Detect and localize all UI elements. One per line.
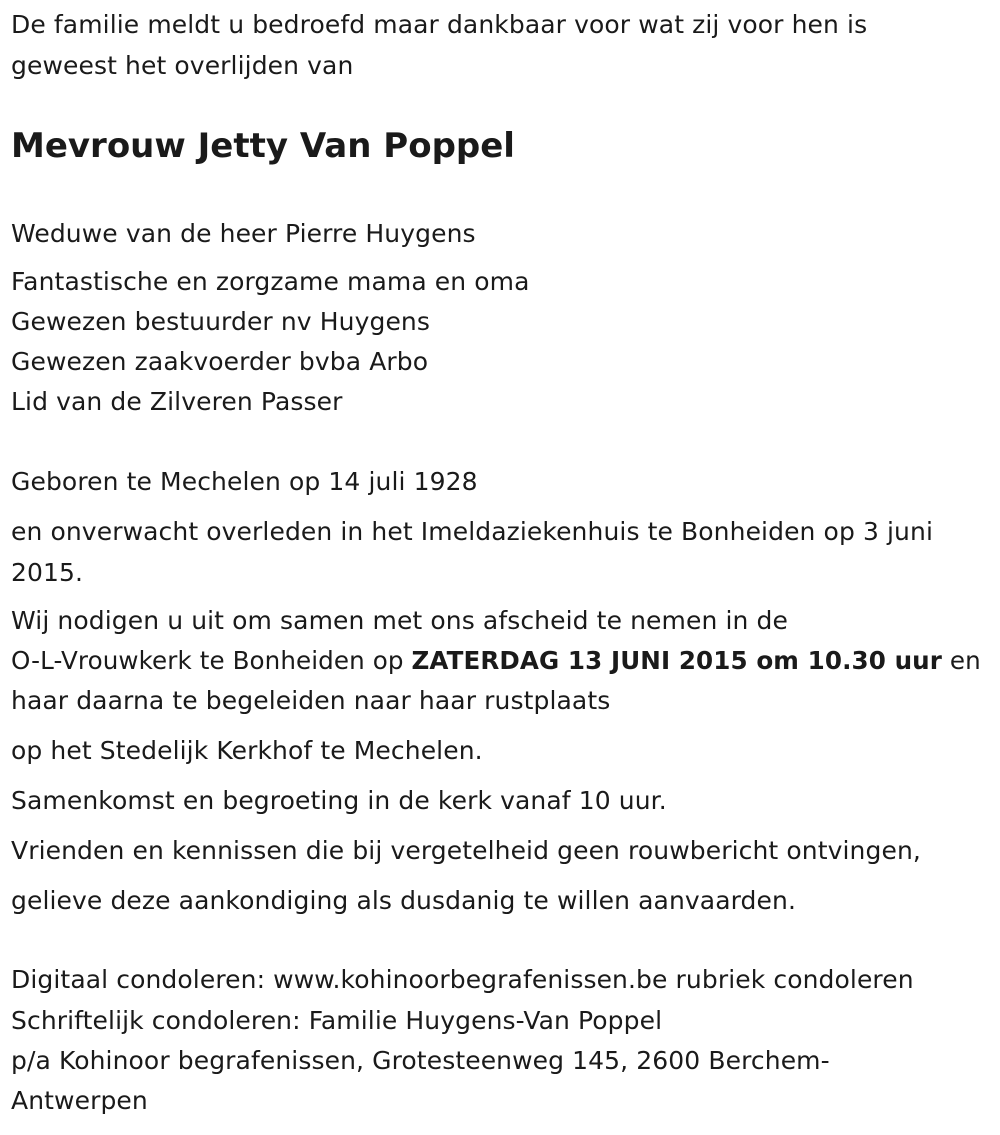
ceremony-line-7: gelieve deze aankondiging als dusdanig te willen aanvaarden. [11,886,797,915]
role-line: Fantastische en zorgzame mama en oma [11,267,530,296]
ceremony-line-4: op het Stedelijk Kerkhof te Mechelen. [11,736,483,765]
intro-line-1: De familie meldt u bedroefd maar dankbaar voor wat zij voor hen is [11,10,868,39]
role-line: Gewezen bestuurder nv Huygens [11,307,431,336]
condolences-digital: Digitaal condoleren: www.kohinoorbegrafenissen.be rubriek condoleren [11,965,914,994]
condolences-address-2: Antwerpen [11,1086,148,1115]
ceremony-line-6: Vrienden en kennissen die bij vergetelheid geen rouwbericht ontvingen, [11,836,921,865]
role-line: Gewezen zaakvoerder bvba Arbo [11,347,429,376]
role-line: Lid van de Zilveren Passer [11,387,343,416]
intro-line-2: geweest het overlijden van [11,51,354,80]
born-line: Geboren te Mechelen op 14 juli 1928 [11,467,478,496]
died-line-1: en onverwacht overleden in het Imeldaziekenhuis te Bonheiden op 3 juni [11,517,933,546]
deceased-name: Mevrouw Jetty Van Poppel [11,126,515,166]
ceremony-church: O-L-Vrouwkerk te Bonheiden op [11,646,412,675]
widow-line: Weduwe van de heer Pierre Huygens [11,219,476,248]
died-line-2: 2015. [11,558,84,587]
ceremony-line-5: Samenkomst en begroeting in de kerk vanaf 10 uur. [11,786,667,815]
ceremony-datetime: ZATERDAG 13 JUNI 2015 om 10.30 uur [411,646,942,675]
ceremony-line-1: Wij nodigen u uit om samen met ons afscheid te nemen in de [11,606,788,635]
ceremony-line-2 [11,646,981,676]
condolences-written: Schriftelijk condoleren: Familie Huygens-Van Poppel [11,1006,663,1035]
ceremony-line-3: haar daarna te begeleiden naar haar rustplaats [11,686,611,715]
condolences-address-1: p/a Kohinoor begrafenissen, Grotesteenweg 145, 2600 Berchem- [11,1046,830,1075]
ceremony-and: en [942,646,981,675]
